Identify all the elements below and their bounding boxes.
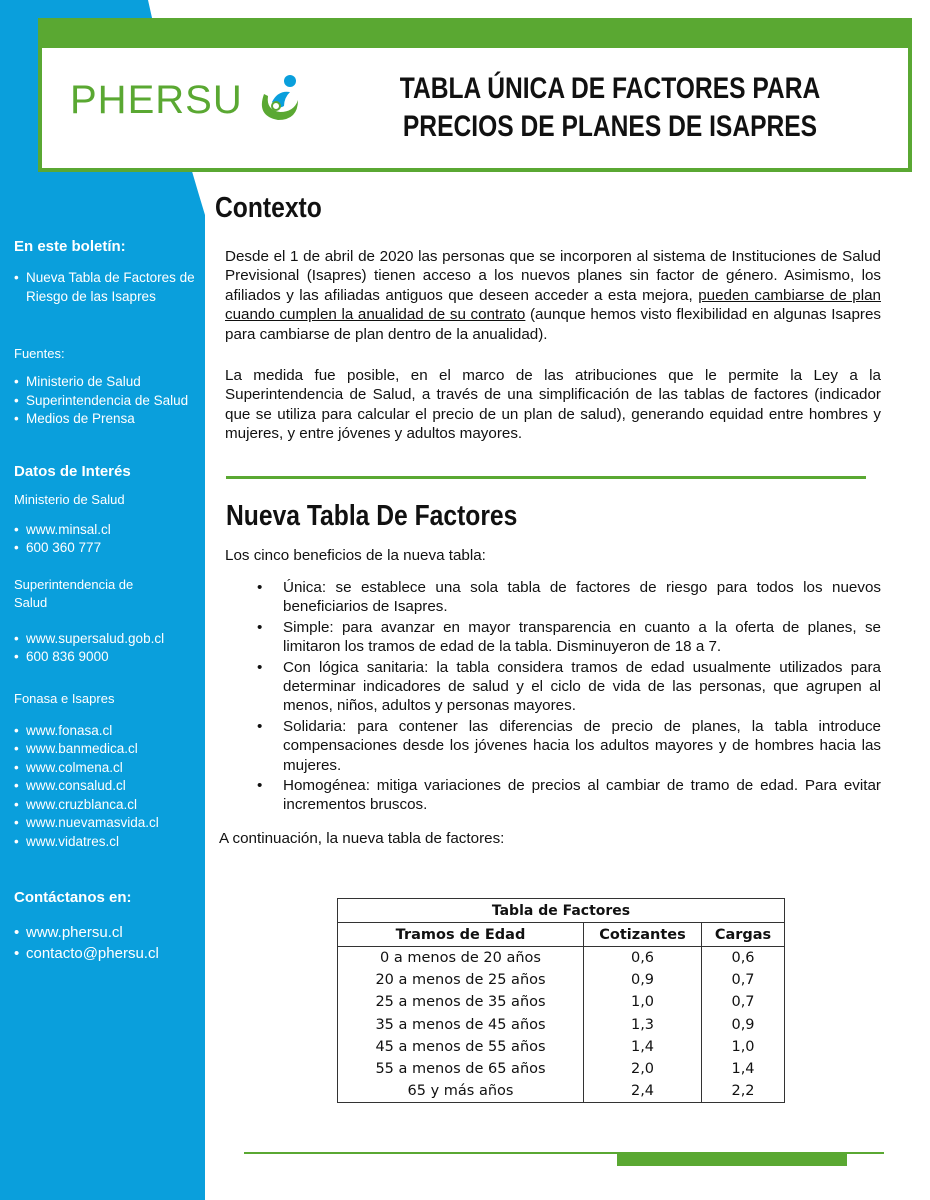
table-cell-cargas: 0,7 bbox=[702, 991, 785, 1013]
sidebar-contact-list bbox=[14, 922, 205, 964]
table-cell-age: 45 a menos de 55 años bbox=[338, 1036, 584, 1058]
table-cell-cargas: 0,7 bbox=[702, 969, 785, 991]
phersu-logo-icon bbox=[254, 72, 304, 124]
title-line-2: PRECIOS DE PLANES DE ISAPRES bbox=[402, 110, 818, 143]
sidebar-in-this-issue bbox=[14, 238, 205, 306]
section-heading-context: Contexto bbox=[215, 192, 322, 224]
benefit-item: • Homogénea: mitiga variaciones de precios al cambiar de tramo de edad. Para evitar incrementos bruscos. bbox=[283, 776, 881, 815]
table-header-row bbox=[338, 923, 785, 947]
column-header-cotizantes: Cotizantes bbox=[584, 923, 702, 947]
sidebar-sources bbox=[14, 346, 205, 429]
table-cell-age: 20 a menos de 25 años bbox=[338, 969, 584, 991]
context-paragraph-1 bbox=[225, 247, 881, 344]
header-green-band bbox=[38, 18, 912, 48]
sidebar-link-vidatres[interactable]: • www.vidatres.cl bbox=[14, 833, 205, 852]
phersu-logo-text: PHERSU bbox=[70, 78, 243, 122]
benefit-item: • Única: se establece una sola tabla de factores de riesgo para todos los nuevos beneficiarios de Isapres. bbox=[283, 578, 881, 617]
table-cell-age: 55 a menos de 65 años bbox=[338, 1058, 584, 1080]
context-paragraph-2: La medida fue posible, en el marco de las atribuciones que le permite la Ley a la Superintendencia de Salud, a través de una simplificación de las tablas de factores (indicador que se utiliza para calcular el precio de un plan de salud), generando equidad entre hombres y mujeres, y entre jóvenes y adultos mayores. bbox=[225, 367, 881, 443]
sidebar-sources-list bbox=[14, 373, 205, 429]
section-heading-new-table: Nueva Tabla De Factores bbox=[226, 500, 518, 532]
table-cell-age: 25 a menos de 35 años bbox=[338, 991, 584, 1013]
column-header-age: Tramos de Edad bbox=[338, 923, 584, 947]
sidebar-heading-sources: Fuentes: bbox=[14, 346, 65, 361]
table-cell-age: 0 a menos de 20 años bbox=[338, 947, 584, 969]
table-cell-cargas: 2,2 bbox=[702, 1080, 785, 1102]
sidebar-list-item: • Superintendencia de Salud bbox=[14, 392, 205, 411]
sidebar-link-minsal[interactable]: • www.minsal.cl bbox=[14, 521, 205, 540]
sidebar-heading-supersalud: Superintendencia de Salud bbox=[14, 576, 134, 610]
sidebar-heading-minsal: Ministerio de Salud bbox=[14, 491, 125, 507]
table-row bbox=[338, 991, 785, 1013]
table-cell-age: 35 a menos de 45 años bbox=[338, 1013, 584, 1035]
table-caption-row bbox=[338, 899, 785, 923]
title-line-1: TABLA ÚNICA DE FACTORES PARA bbox=[399, 72, 821, 105]
sidebar-supersalud-list bbox=[14, 630, 205, 667]
context-p1-text-b: (aunque hemos visto flexibilidad en algunas Isapres para cambiarse de plan dentro de la anualidad). bbox=[225, 306, 882, 343]
sidebar-link-banmedica[interactable]: • www.banmedica.cl bbox=[14, 740, 205, 759]
table-cell-age: 65 y más años bbox=[338, 1080, 584, 1102]
table-row bbox=[338, 969, 785, 991]
sidebar-heading-interest: Datos de Interés bbox=[14, 462, 131, 480]
table-cell-cotizantes: 1,3 bbox=[584, 1013, 702, 1035]
table-cell-cotizantes: 0,9 bbox=[584, 969, 702, 991]
column-header-cargas: Cargas bbox=[702, 923, 785, 947]
table-row bbox=[338, 947, 785, 969]
sidebar-phone-supersalud: • 600 836 9000 bbox=[14, 648, 205, 667]
benefit-item: • Solidaria: para contener las diferencias de precio de planes, la tabla introduce compensaciones desde los jóvenes hacia los adultos mayores y de hombres hacia las mujeres. bbox=[283, 717, 881, 775]
context-p1-text-a: Desde el 1 de abril de 2020 las personas que se incorporen al sistema de Instituciones de Salud Previsional (Isapres) tienen acceso a los nuevos planes sin factor de género. Asimismo, los afiliados y las afiliadas antiguos que deseen acceder a esta mejora, bbox=[225, 248, 881, 304]
sidebar-link-fonasa[interactable]: • www.fonasa.cl bbox=[14, 722, 205, 741]
sidebar-link-email[interactable]: • contacto@phersu.cl bbox=[14, 943, 205, 964]
context-p1-underlined: pueden cambiarse de plan cuando cumplen la anualidad de su contrato bbox=[225, 286, 881, 324]
sidebar-link-supersalud[interactable]: • www.supersalud.gob.cl bbox=[14, 630, 205, 649]
table-cell-cargas: 1,0 bbox=[702, 1036, 785, 1058]
benefit-item: • Simple: para avanzar en mayor transparencia en cuanto a la oferta de planes, se limitaron los tramos de edad de la tabla. Disminuyeron de 18 a 7. bbox=[283, 618, 881, 657]
table-cell-cotizantes: 1,4 bbox=[584, 1036, 702, 1058]
table-cell-cargas: 1,4 bbox=[702, 1058, 785, 1080]
sidebar-in-this-issue-list bbox=[14, 269, 205, 306]
footer-green-block bbox=[617, 1152, 847, 1166]
table-cell-cargas: 0,6 bbox=[702, 947, 785, 969]
sidebar-fonasa-list bbox=[14, 722, 205, 852]
table-cell-cargas: 0,9 bbox=[702, 1013, 785, 1035]
table-intro: A continuación, la nueva tabla de factores: bbox=[219, 830, 505, 847]
table-cell-cotizantes: 0,6 bbox=[584, 947, 702, 969]
sidebar-link-consalud[interactable]: • www.consalud.cl bbox=[14, 777, 205, 796]
page-title bbox=[389, 70, 832, 146]
table-row bbox=[338, 1058, 785, 1080]
table-cell-cotizantes: 1,0 bbox=[584, 991, 702, 1013]
table-cell-cotizantes: 2,4 bbox=[584, 1080, 702, 1102]
table-caption: Tabla de Factores bbox=[338, 899, 785, 923]
sidebar-list-item: • Ministerio de Salud bbox=[14, 373, 205, 392]
table-cell-cotizantes: 2,0 bbox=[584, 1058, 702, 1080]
section-divider bbox=[226, 476, 866, 479]
table-row bbox=[338, 1013, 785, 1035]
table-row bbox=[338, 1036, 785, 1058]
sidebar-list-item: • Nueva Tabla de Factores de Riesgo de las Isapres bbox=[14, 269, 205, 306]
benefit-item: • Con lógica sanitaria: la tabla considera tramos de edad usualmente utilizados para determinar indicadores de salud y el ciclo de vida de las personas, que agrupen al menos, niños, adultos y personas mayores. bbox=[283, 658, 881, 716]
table-row bbox=[338, 1080, 785, 1102]
benefits-list bbox=[283, 578, 881, 816]
sidebar-heading-fonasa: Fonasa e Isapres bbox=[14, 690, 115, 706]
sidebar-link-nuevamasvida[interactable]: • www.nuevamasvida.cl bbox=[14, 814, 205, 833]
sidebar-link-cruzblanca[interactable]: • www.cruzblanca.cl bbox=[14, 796, 205, 815]
sidebar-heading-in-this-issue: En este boletín: bbox=[14, 238, 126, 255]
sidebar bbox=[0, 238, 205, 964]
sidebar-phone-minsal: • 600 360 777 bbox=[14, 539, 205, 558]
sidebar-heading-contact: Contáctanos en: bbox=[14, 889, 132, 906]
new-table-intro: Los cinco beneficios de la nueva tabla: bbox=[225, 547, 486, 564]
sidebar-link-phersu[interactable]: • www.phersu.cl bbox=[14, 922, 205, 943]
sidebar-minsal-list bbox=[14, 521, 205, 558]
sidebar-link-colmena[interactable]: • www.colmena.cl bbox=[14, 759, 205, 778]
factor-table bbox=[337, 898, 785, 1103]
sidebar-list-item: • Medios de Prensa bbox=[14, 410, 205, 429]
